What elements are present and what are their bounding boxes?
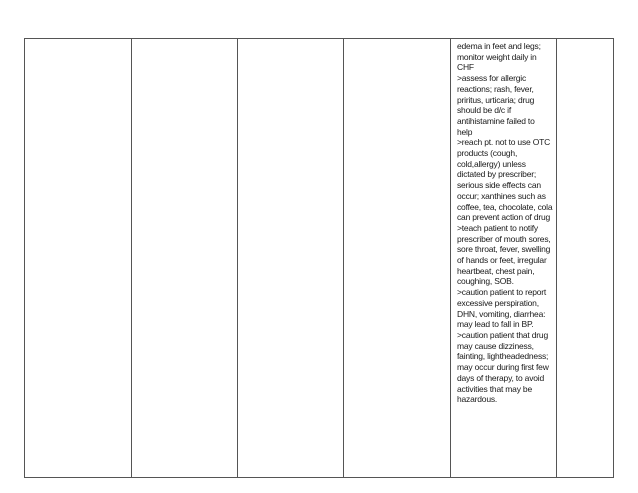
text-line: products (cough, <box>457 148 518 159</box>
text-line: excessive perspiration, <box>457 297 539 308</box>
text-line: >reach pt. not to use OTC <box>457 137 551 148</box>
text-line: serious side effects can <box>457 180 541 191</box>
table-cell-nursing-considerations <box>451 39 557 477</box>
text-line: coughing, SOB. <box>457 276 514 287</box>
text-line: CHF <box>457 62 474 73</box>
text-line: should be d/c if <box>457 105 511 116</box>
text-line: coffee, tea, chocolate, cola <box>457 201 553 212</box>
table-cell-col-4 <box>344 39 451 477</box>
text-line: priritus, urticaria; drug <box>457 94 535 105</box>
text-line: >caution patient that drug <box>457 329 548 340</box>
table-cell-col-6 <box>557 39 613 477</box>
text-line: >assess for allergic <box>457 73 526 84</box>
text-line: may cause dizziness, <box>457 340 534 351</box>
text-line: antihistamine failed to <box>457 115 535 126</box>
drug-table <box>24 38 614 478</box>
text-line: sore throat, fever, swelling <box>457 244 551 255</box>
table-cell-col-3 <box>238 39 344 477</box>
text-line: cold,allergy) unless <box>457 158 526 169</box>
text-line: hazardous. <box>457 394 498 405</box>
text-line: may lead to fall in BP. <box>457 319 534 330</box>
text-line: activities that may be <box>457 383 532 394</box>
text-line: reactions; rash, fever, <box>457 83 534 94</box>
text-line: fainting, lightheadedness; <box>457 351 549 362</box>
text-line: can prevent action of drug <box>457 212 551 223</box>
nursing-considerations-text <box>451 39 556 405</box>
text-line: help <box>457 126 473 137</box>
text-line: dictated by prescriber; <box>457 169 537 180</box>
table-cell-col-1 <box>25 39 132 477</box>
text-line: edema in feet and legs; <box>457 41 541 51</box>
text-line: >teach patient to notify <box>457 222 538 233</box>
table-cell-col-2 <box>132 39 238 477</box>
text-line: may occur during first few <box>457 362 549 373</box>
text-line: days of therapy, to avoid <box>457 372 544 383</box>
text-line: >caution patient to report <box>457 287 547 298</box>
text-line: monitor weight daily in <box>457 51 537 62</box>
text-line: occur; xanthines such as <box>457 190 546 201</box>
text-line: of hands or feet, irregular <box>457 255 547 266</box>
text-line: DHN, vomiting, diarrhea: <box>457 308 546 319</box>
text-line: prescriber of mouth sores, <box>457 233 551 244</box>
text-line: heartbeat, chest pain, <box>457 265 535 276</box>
